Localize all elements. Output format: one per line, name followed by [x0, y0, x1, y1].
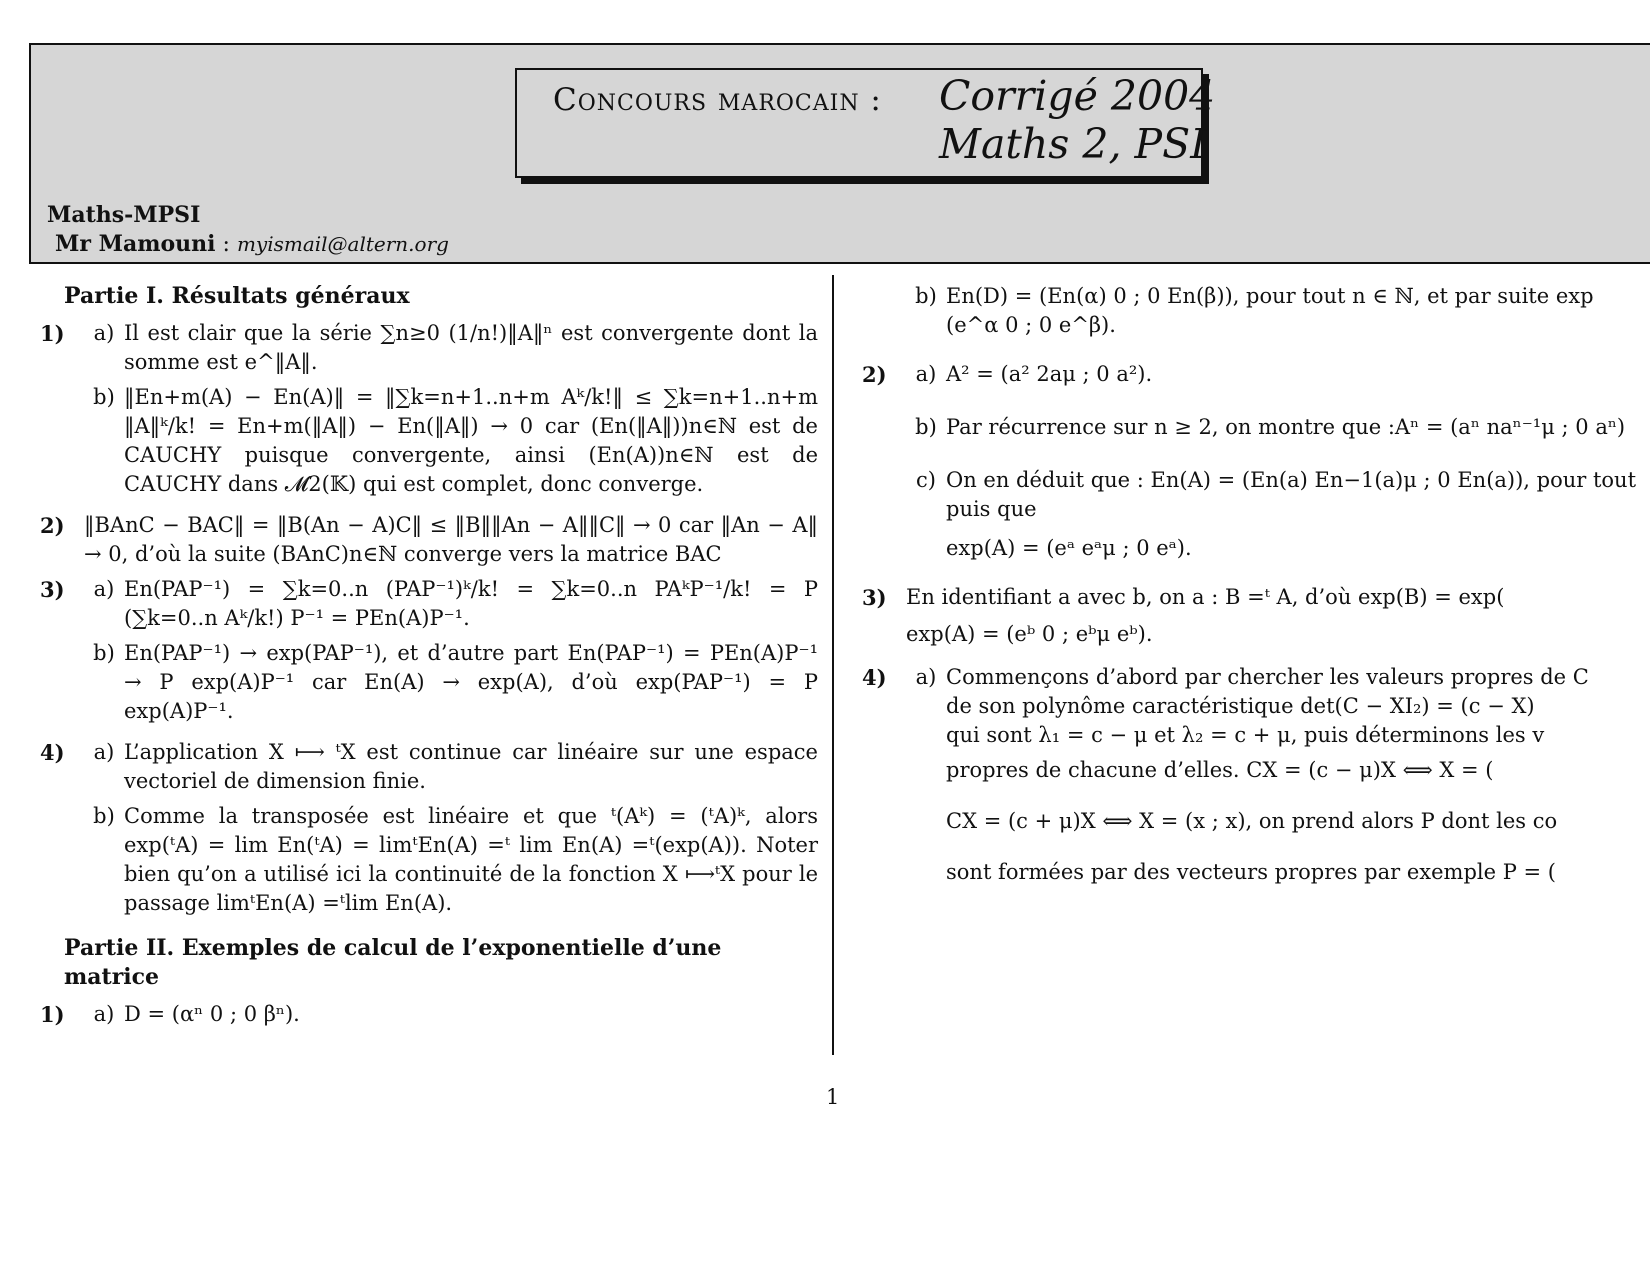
part-2-question-1 [40, 1000, 818, 1035]
part-2-question-2 [862, 360, 1637, 569]
author-separator: : [222, 232, 230, 257]
page-number: 1 [826, 1085, 840, 1109]
author-line [55, 231, 449, 257]
subquestion [906, 282, 1622, 340]
part-2-question-1-continued [862, 282, 1622, 346]
subquestion-formula: exp(A) = (eᵃ eᵃμ ; 0 eᵃ). [946, 536, 1192, 560]
subquestion [84, 738, 818, 796]
question-formula: exp(A) = (eᵇ 0 ; eᵇμ eᵇ). [906, 622, 1153, 646]
subquestion-label: a) [93, 577, 115, 601]
question-text: ‖BAnC − BAC‖ = ‖B(An − A)C‖ ≤ ‖B‖‖An − A‖‖C‖ → 0 car ‖An − A‖ → 0, d’où la suite (BAnC)n∈ℕ converge vers la matrice BAC [84, 513, 818, 566]
part-2-question-3 [862, 583, 1622, 649]
author-name: Mr Mamouni [55, 231, 216, 257]
question-4 [40, 738, 818, 924]
subquestion-line: sont formées par des vecteurs propres par exemple P = ( [946, 860, 1556, 884]
subquestion [84, 1000, 818, 1029]
subquestion-label: a) [93, 740, 115, 764]
school-name: Maths-MPSI [47, 202, 201, 228]
subtitle-line-2: Maths 2, PSI [939, 120, 1207, 168]
question-number: 4) [862, 665, 887, 690]
subquestion-text: Comme la transposée est linéaire et que ᵗ(Aᵏ) = (ᵗA)ᵏ, alors exp(ᵗA) = lim En(ᵗA) = limᵗEn(A) =ᵗ lim En(A) =ᵗ(exp(A)). Noter bien qu’on a utilisé ici la continuité de la fonction X ⟼ᵗX pour le passage limᵗEn(A) =ᵗlim En(A). [124, 804, 818, 915]
subquestion-label: a) [915, 362, 937, 386]
subquestion-line: CX = (c + μ)X ⟺ X = (x ; x), on prend alors P dont les co [946, 809, 1558, 833]
subquestion-line: Commençons d’abord par chercher les valeurs propres de C [946, 665, 1589, 689]
subquestion-text: Par récurrence sur n ≥ 2, on montre que :Aⁿ = (aⁿ naⁿ⁻¹μ ; 0 aⁿ) [946, 415, 1626, 439]
subquestion-label: a) [93, 321, 115, 345]
subtitle-line-1: Corrigé 2004 [939, 72, 1216, 120]
part-1-title: Partie I. Résultats généraux [64, 283, 410, 309]
subquestion-text: En(PAP⁻¹) = ∑k=0..n (PAP⁻¹)ᵏ/k! = ∑k=0..n PAᵏP⁻¹/k! = P (∑k=0..n Aᵏ/k!) P⁻¹ = PEn(A)P⁻¹. [124, 577, 818, 630]
title-box [515, 68, 1216, 178]
subquestion-text-continued: puis que [946, 497, 1037, 521]
subquestion-text: A² = (a² 2aμ ; 0 a²). [946, 362, 1153, 386]
subquestion-label: b) [93, 641, 115, 665]
subquestion [84, 575, 818, 633]
subquestion-label: a) [915, 665, 937, 689]
subquestion-text: Il est clair que la série ∑n≥0 (1/n!)‖A‖ⁿ est convergente dont la somme est e^‖A‖. [124, 321, 818, 374]
question-number: 2) [40, 513, 65, 538]
right-column [862, 282, 1637, 899]
subquestion [906, 663, 1622, 887]
subquestion-text: En(D) = (En(α) 0 ; 0 En(β)), pour tout n ∈ ℕ, et par suite exp [946, 284, 1594, 308]
subquestion-line: propres de chacune d’elles. CX = (c − μ)X ⟺ X = ( [946, 758, 1494, 782]
left-column [40, 282, 818, 1041]
subquestion-line: qui sont λ₁ = c − μ et λ₂ = c + μ, puis déterminons les v [946, 723, 1545, 747]
subquestion-label: c) [916, 468, 936, 492]
question-number: 1) [40, 1002, 65, 1027]
subquestion-text: ‖En+m(A) − En(A)‖ = ‖∑k=n+1..n+m Aᵏ/k!‖ ≤ ∑k=n+1..n+m ‖A‖ᵏ/k! = En+m(‖A‖) − En(‖A‖) → 0 car (En(‖A‖))n∈ℕ est de CAUCHY puisque convergente, ainsi (En(A))n∈ℕ est de CAUCHY dans 𝓜2(𝕂) qui est complet, donc converge. [124, 385, 818, 496]
subquestion [906, 466, 1636, 563]
subquestion [84, 639, 818, 726]
question-number: 3) [40, 577, 65, 602]
subquestion-label: b) [93, 385, 115, 409]
subquestion-line: de son polynôme caractéristique det(C − XI₂) = (c − X) [946, 694, 1535, 718]
subquestion-text: L’application X ⟼ ᵗX est continue car linéaire sur une espace vectoriel de dimension finie. [124, 740, 818, 793]
subquestion [84, 383, 818, 499]
subquestion [84, 319, 818, 377]
subquestion-label: b) [915, 284, 937, 308]
question-text: En identifiant a avec b, on a : B =ᵗ A, d’où exp(B) = exp( [906, 585, 1505, 609]
subquestion [84, 802, 818, 918]
subquestion [906, 413, 1636, 442]
question-number: 4) [40, 740, 65, 765]
question-number: 1) [40, 321, 65, 346]
question-number: 3) [862, 585, 887, 610]
contest-title: Concours marocain : [553, 82, 882, 118]
subquestion-text: On en déduit que : En(A) = (En(a) En−1(a)μ ; 0 En(a)), pour tout [946, 468, 1637, 492]
question-number: 2) [862, 362, 887, 387]
document-header [29, 43, 1650, 264]
question-1 [40, 319, 818, 505]
question-3 [40, 575, 818, 732]
column-divider [832, 275, 834, 1055]
author-email: myismail@altern.org [236, 232, 449, 256]
subquestion-label: a) [93, 1002, 115, 1026]
subquestion-label: b) [93, 804, 115, 828]
part-2-question-4 [862, 663, 1622, 893]
subquestion-text-continued: (e^α 0 ; 0 e^β). [946, 313, 1116, 337]
question-2 [40, 511, 818, 569]
subquestion-label: b) [915, 415, 937, 439]
subquestion-text: D = (αⁿ 0 ; 0 βⁿ). [124, 1002, 300, 1026]
subquestion-text: En(PAP⁻¹) → exp(PAP⁻¹), et d’autre part En(PAP⁻¹) = PEn(A)P⁻¹ → P exp(A)P⁻¹ car En(A) → exp(A), d’où exp(PAP⁻¹) = P exp(A)P⁻¹. [124, 641, 818, 723]
subquestion [906, 360, 1636, 389]
part-2-title: Partie II. Exemples de calcul de l’exponentielle d’une matrice [64, 935, 722, 990]
